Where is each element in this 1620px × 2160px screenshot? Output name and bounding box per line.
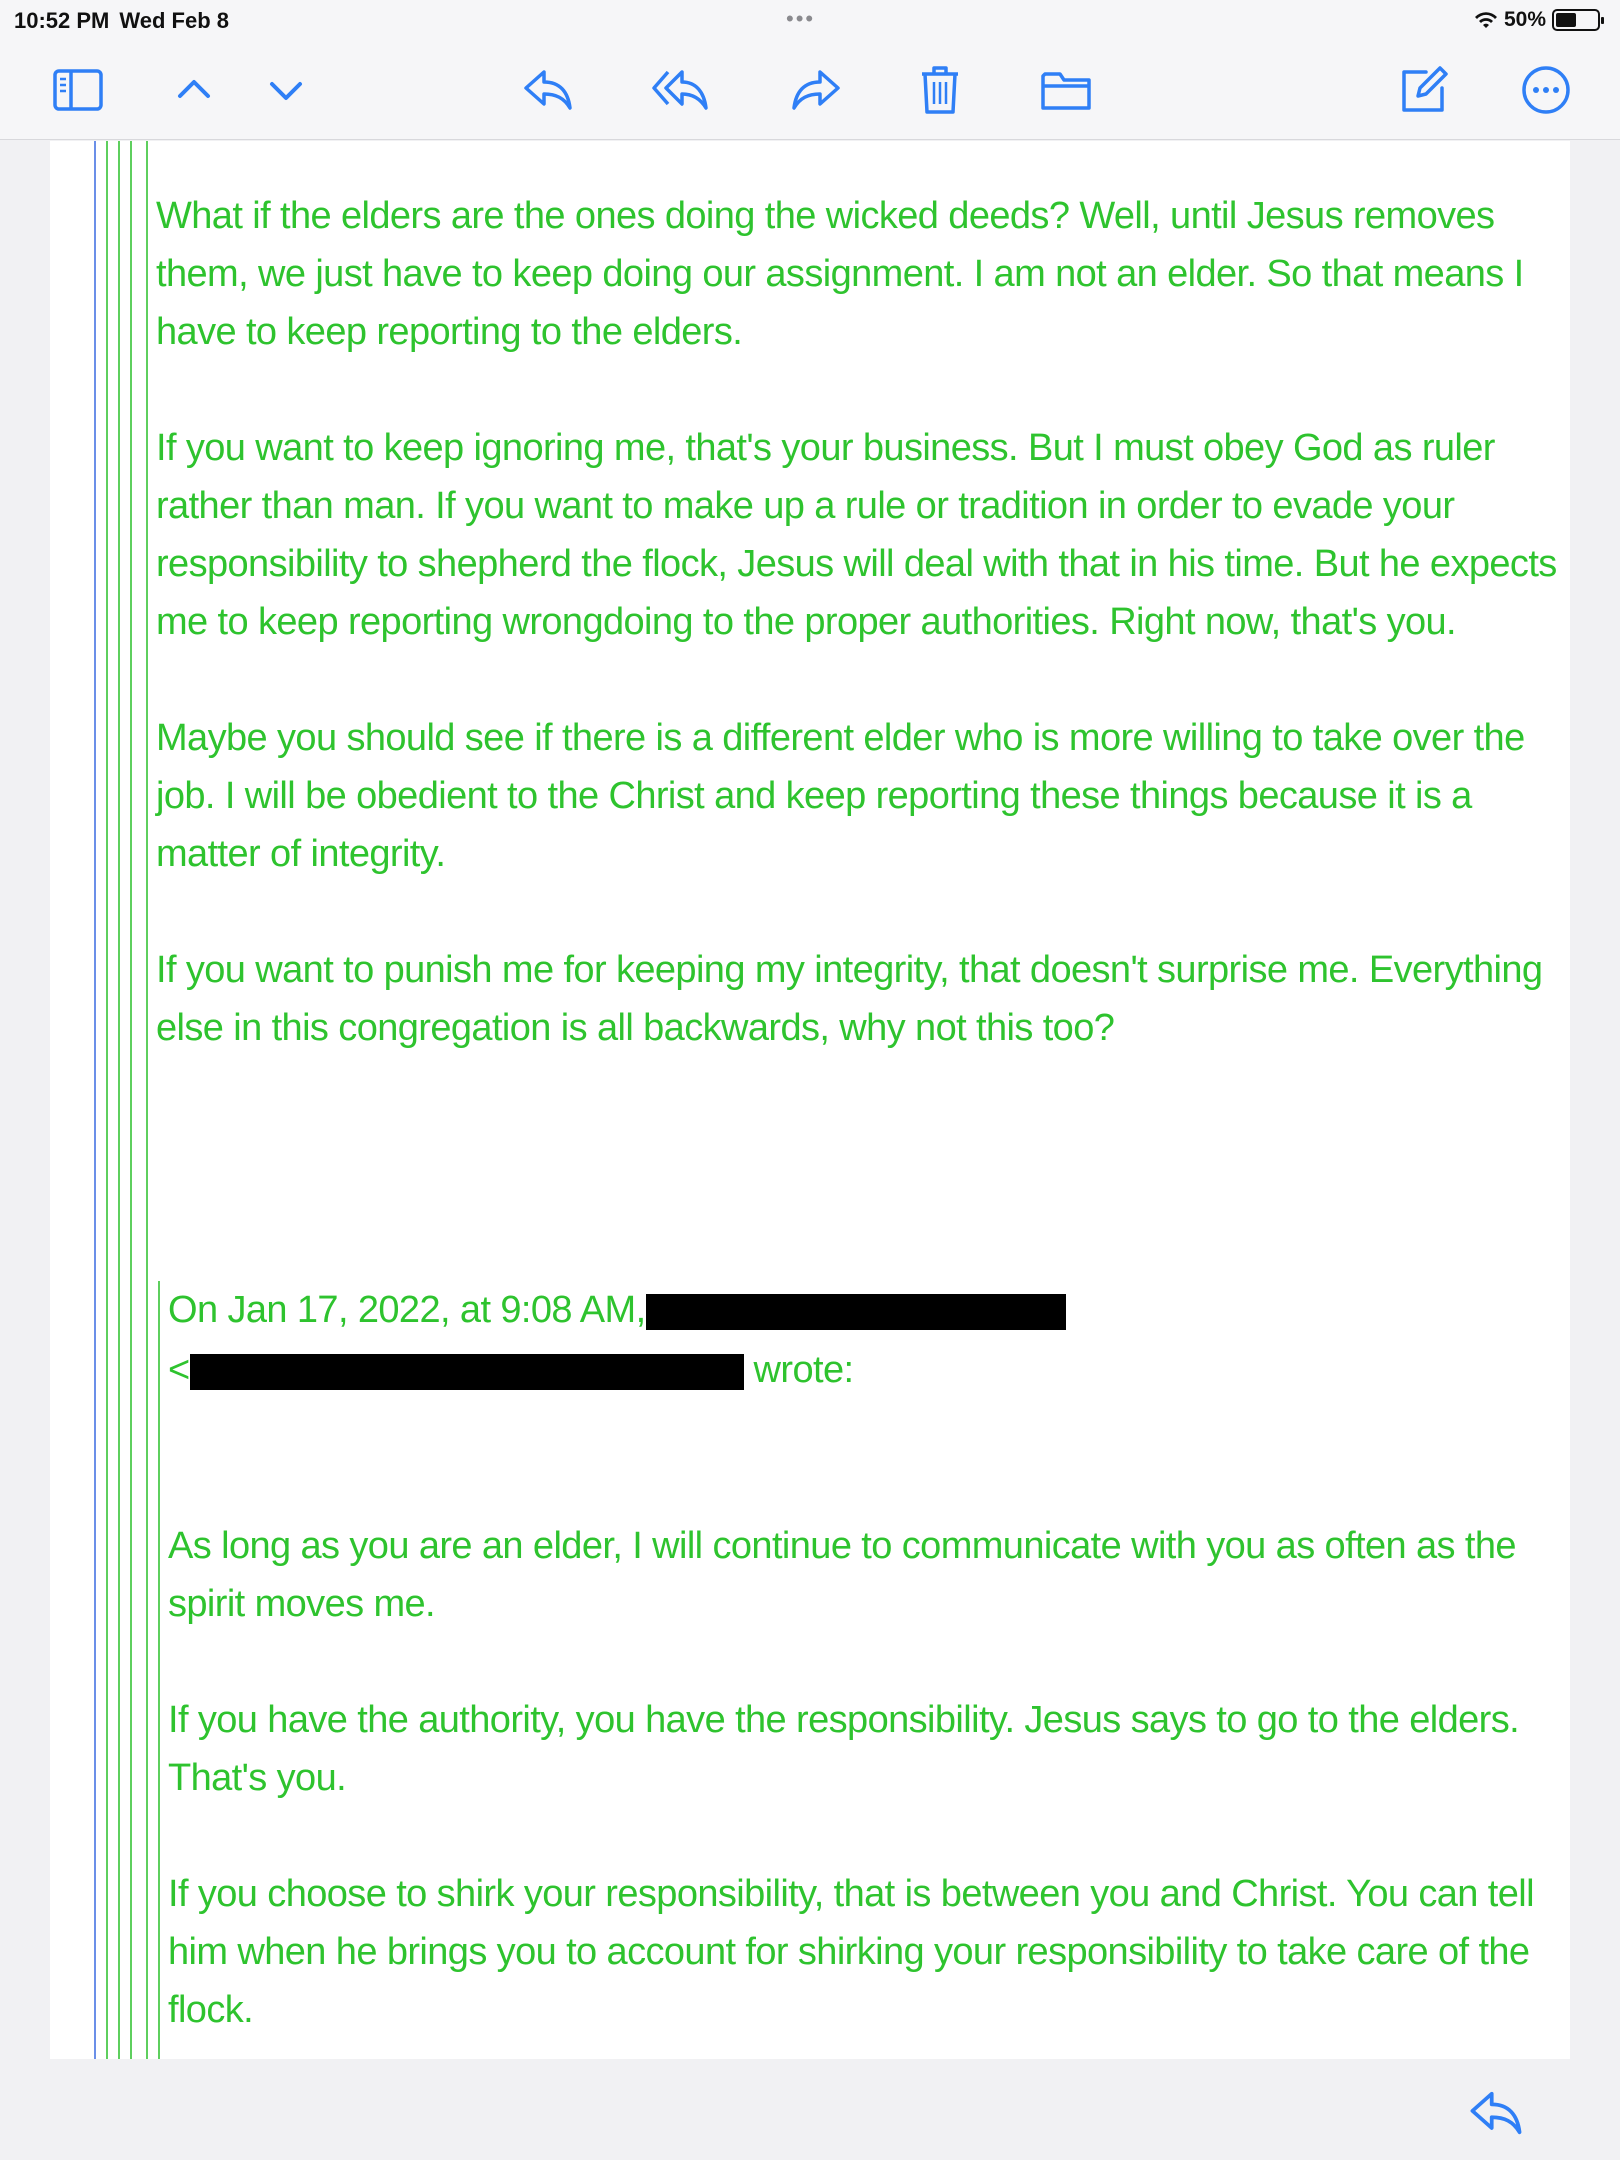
quote-level-bar xyxy=(146,141,148,2059)
message-body xyxy=(50,141,1570,2059)
mail-toolbar xyxy=(0,40,1620,140)
quote-level-bar xyxy=(106,141,108,2059)
reply-icon xyxy=(1466,2083,1526,2143)
status-indicators xyxy=(1474,8,1600,32)
sidebar-toggle-button[interactable] xyxy=(46,58,110,122)
redacted-sender-email xyxy=(190,1354,744,1390)
chevron-up-icon xyxy=(166,62,222,118)
status-bar xyxy=(0,0,1620,40)
message-paragraph: If you want to keep ignoring me, that's your business. But I must obey God as ruler rather than man. If you want to make up a rule or tradition in order to evade your responsibility to shepherd the flock, Jesus will deal with that in his time. But he expects me to keep reporting wrongdoing to the proper authorities. Right now, that's you. xyxy=(156,427,1557,643)
quote-attribution xyxy=(168,1281,1568,1341)
reply-button[interactable] xyxy=(516,58,580,122)
email-open-bracket: < xyxy=(168,1349,190,1391)
quote-paragraph: If you choose to shirk your responsibility, that is between you and Christ. You can tell him when he brings you to account for shirking your responsibility to take care of the flock. xyxy=(168,1873,1534,2031)
battery-icon xyxy=(1552,9,1600,31)
battery-percent: 50% xyxy=(1503,8,1546,31)
status-date: Wed Feb 8 xyxy=(119,8,230,33)
quote-level-bar xyxy=(130,141,132,2059)
trash-icon xyxy=(912,62,968,118)
next-message-button[interactable] xyxy=(254,58,318,122)
nested-quote xyxy=(168,1281,1568,2097)
more-button[interactable] xyxy=(1514,58,1578,122)
wifi-icon xyxy=(1474,10,1498,30)
chevron-down-icon xyxy=(258,62,314,118)
message-paragraph: What if the elders are the ones doing the wicked deeds? Well, until Jesus removes them, we just have to keep doing our assignment. I am not an elder. So that means I have to keep reporting to the elders. xyxy=(156,195,1524,353)
quote-paragraph: If you have the authority, you have the responsibility. Jesus says to go to the elders. That's you. xyxy=(168,1699,1520,1799)
move-to-folder-button[interactable] xyxy=(1034,58,1098,122)
battery-fill xyxy=(1556,13,1576,27)
forward-icon xyxy=(788,62,844,118)
message-paragraph: Maybe you should see if there is a different elder who is more willing to take over the job. I will be obedient to the Christ and keep reporting these things because it is a matter of integrity. xyxy=(156,717,1525,875)
reply-all-button[interactable] xyxy=(648,58,712,122)
more-icon xyxy=(1518,62,1574,118)
message-paragraph: If you want to punish me for keeping my integrity, that doesn't surprise me. Everything else in this congregation is all backwards, why not this too? xyxy=(156,949,1543,1049)
quote-level-bar xyxy=(158,1281,160,2059)
trash-button[interactable] xyxy=(908,58,972,122)
bottom-reply-button[interactable] xyxy=(1466,2083,1526,2143)
quoted-message-text xyxy=(156,187,1576,1115)
redacted-sender-name xyxy=(646,1294,1066,1330)
forward-button[interactable] xyxy=(784,58,848,122)
attribution-date: On Jan 17, 2022, at 9:08 AM, xyxy=(168,1289,646,1331)
folder-icon xyxy=(1038,62,1094,118)
battery-cap xyxy=(1601,17,1604,24)
attribution-wrote: wrote: xyxy=(743,1349,854,1391)
status-time: 10:52 PM xyxy=(14,8,110,33)
quote-attribution-email xyxy=(168,1341,1568,1401)
reply-all-icon xyxy=(652,62,708,118)
sidebar-icon xyxy=(50,62,106,118)
compose-button[interactable] xyxy=(1392,58,1456,122)
reply-icon xyxy=(520,62,576,118)
quote-level-bar xyxy=(94,141,96,2059)
quote-paragraph: As long as you are an elder, I will continue to communicate with you as often as the spirit moves me. xyxy=(168,1525,1516,1625)
multitasking-dots[interactable]: ••• xyxy=(786,6,816,31)
status-time-date xyxy=(14,8,229,34)
quote-level-bar xyxy=(118,141,120,2059)
compose-icon xyxy=(1396,62,1452,118)
bottom-bar xyxy=(0,2059,1620,2160)
previous-message-button[interactable] xyxy=(162,58,226,122)
